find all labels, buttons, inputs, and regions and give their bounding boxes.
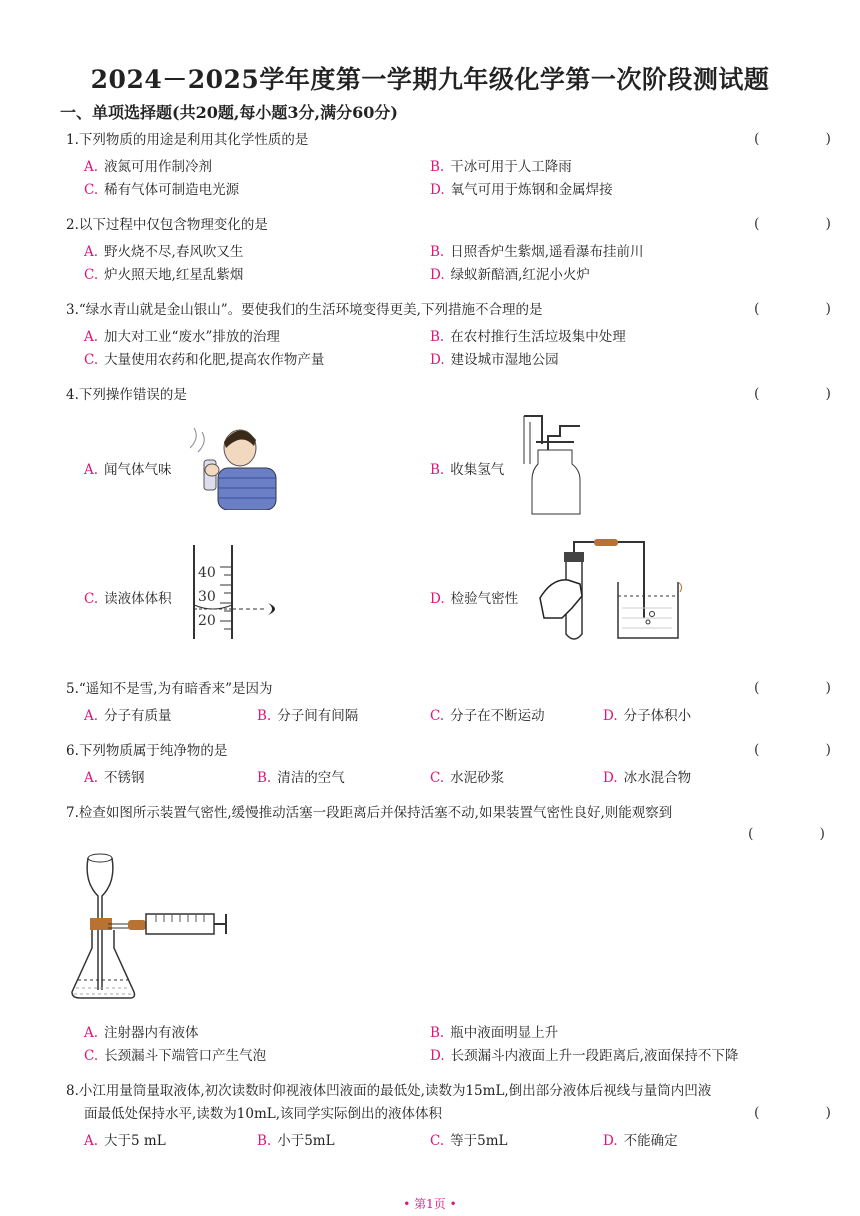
option-7c[interactable]: C. 长颈漏斗下端管口产生气泡 [84, 1048, 267, 1064]
option-4c[interactable]: C. 读液体体积 [84, 591, 172, 607]
option-4a[interactable]: A. 闻气体气味 [84, 462, 172, 478]
option-1a[interactable]: A. 液氮可用作制冷剂 [84, 159, 213, 175]
cylinder-tick-40: 40 [198, 565, 216, 581]
section-heading: 一、单项选择题(共20题,每小题3分,满分60分) [60, 103, 398, 122]
option-3d[interactable]: D. 建设城市湿地公园 [430, 352, 559, 368]
option-6a[interactable]: A. 不锈钢 [84, 770, 145, 786]
option-2c[interactable]: C. 炉火照天地,红星乱紫烟 [84, 267, 244, 283]
gas-collection-bottle-figure [518, 414, 584, 520]
option-7a[interactable]: A. 注射器内有液体 [84, 1025, 199, 1041]
option-5c[interactable]: C. 分子在不断运动 [430, 708, 545, 724]
option-4b[interactable]: B. 收集氢气 [430, 462, 505, 478]
option-5a[interactable]: A. 分子有质量 [84, 708, 172, 724]
cylinder-tick-30: 30 [198, 589, 216, 605]
option-4d[interactable]: D. 检验气密性 [430, 591, 519, 607]
option-8b[interactable]: B. 小于5mL [257, 1133, 335, 1149]
option-2b[interactable]: B. 日照香炉生紫烟,遥看瀑布挂前川 [430, 244, 644, 260]
cylinder-tick-20: 20 [198, 613, 216, 629]
option-6c[interactable]: C. 水泥砂浆 [430, 770, 505, 786]
option-6d[interactable]: D. 冰水混合物 [603, 770, 692, 786]
answer-bracket: ( ) [754, 1105, 857, 1121]
option-8d[interactable]: D. 不能确定 [603, 1133, 678, 1149]
option-1b[interactable]: B. 干冰可用于人工降雨 [430, 159, 572, 175]
answer-bracket: ( ) [754, 742, 857, 758]
option-2a[interactable]: A. 野火烧不尽,春风吹又生 [84, 244, 244, 260]
option-7d[interactable]: D. 长颈漏斗内液面上升一段距离后,液面保持不下降 [430, 1048, 739, 1064]
question-1-stem: 1.下列物质的用途是利用其化学性质的是 [66, 132, 309, 148]
answer-bracket: ( ) [754, 216, 857, 232]
option-3b[interactable]: B. 在农村推行生活垃圾集中处理 [430, 329, 626, 345]
option-5b[interactable]: B. 分子间有间隔 [257, 708, 359, 724]
answer-bracket: ( ) [754, 386, 857, 402]
cylinder-reading-figure [190, 543, 290, 643]
option-5d[interactable]: D. 分子体积小 [603, 708, 692, 724]
answer-bracket: ( ) [754, 131, 857, 147]
answer-bracket: ( ) [754, 301, 857, 317]
question-5-stem: 5.“遥知不是雪,为有暗香来”是因为 [66, 681, 273, 697]
answer-bracket: ( ) [748, 826, 851, 842]
option-2d[interactable]: D. 绿蚁新醅酒,红泥小火炉 [430, 267, 590, 283]
option-1d[interactable]: D. 氧气可用于炼钢和金属焊接 [430, 182, 613, 198]
question-2-stem: 2.以下过程中仅包含物理变化的是 [66, 217, 268, 233]
question-8-stem: 8.小江用量筒量取液体,初次读数时仰视液体凹液面的最低处,读数为15mL,倒出部分液体后视线与量筒内凹液 [66, 1083, 712, 1099]
option-3a[interactable]: A. 加大对工业“废水”排放的治理 [84, 329, 280, 345]
question-7-stem: 7.检查如图所示装置气密性,缓慢推动活塞一段距离后并保持活塞不动,如果装置气密性良好,则能观察到 [66, 805, 673, 821]
option-8c[interactable]: C. 等于5mL [430, 1133, 508, 1149]
option-3c[interactable]: C. 大量使用农药和化肥,提高农作物产量 [84, 352, 325, 368]
question-6-stem: 6.下列物质属于纯净物的是 [66, 743, 228, 759]
question-8-stem-line2: 面最低处保持水平,读数为10mL,该同学实际倒出的液体体积 [84, 1106, 443, 1122]
option-7b[interactable]: B. 瓶中液面明显上升 [430, 1025, 559, 1041]
smell-gas-figure [190, 418, 282, 510]
option-8a[interactable]: A. 大于5 mL [84, 1133, 166, 1149]
answer-bracket: ( ) [754, 680, 857, 696]
funnel-syringe-apparatus-figure [66, 852, 232, 1002]
option-6b[interactable]: B. 清洁的空气 [257, 770, 345, 786]
page-number-footer: • 第1页 • [403, 1197, 457, 1211]
page-title: 2024－2025学年度第一学期九年级化学第一次阶段测试题 [90, 65, 770, 94]
question-4-stem: 4.下列操作错误的是 [66, 387, 187, 403]
option-1c[interactable]: C. 稀有气体可制造电光源 [84, 182, 240, 198]
airtightness-check-figure [532, 538, 684, 644]
question-3-stem: 3.“绿水青山就是金山银山”。要使我们的生活环境变得更美,下列措施不合理的是 [66, 302, 543, 318]
